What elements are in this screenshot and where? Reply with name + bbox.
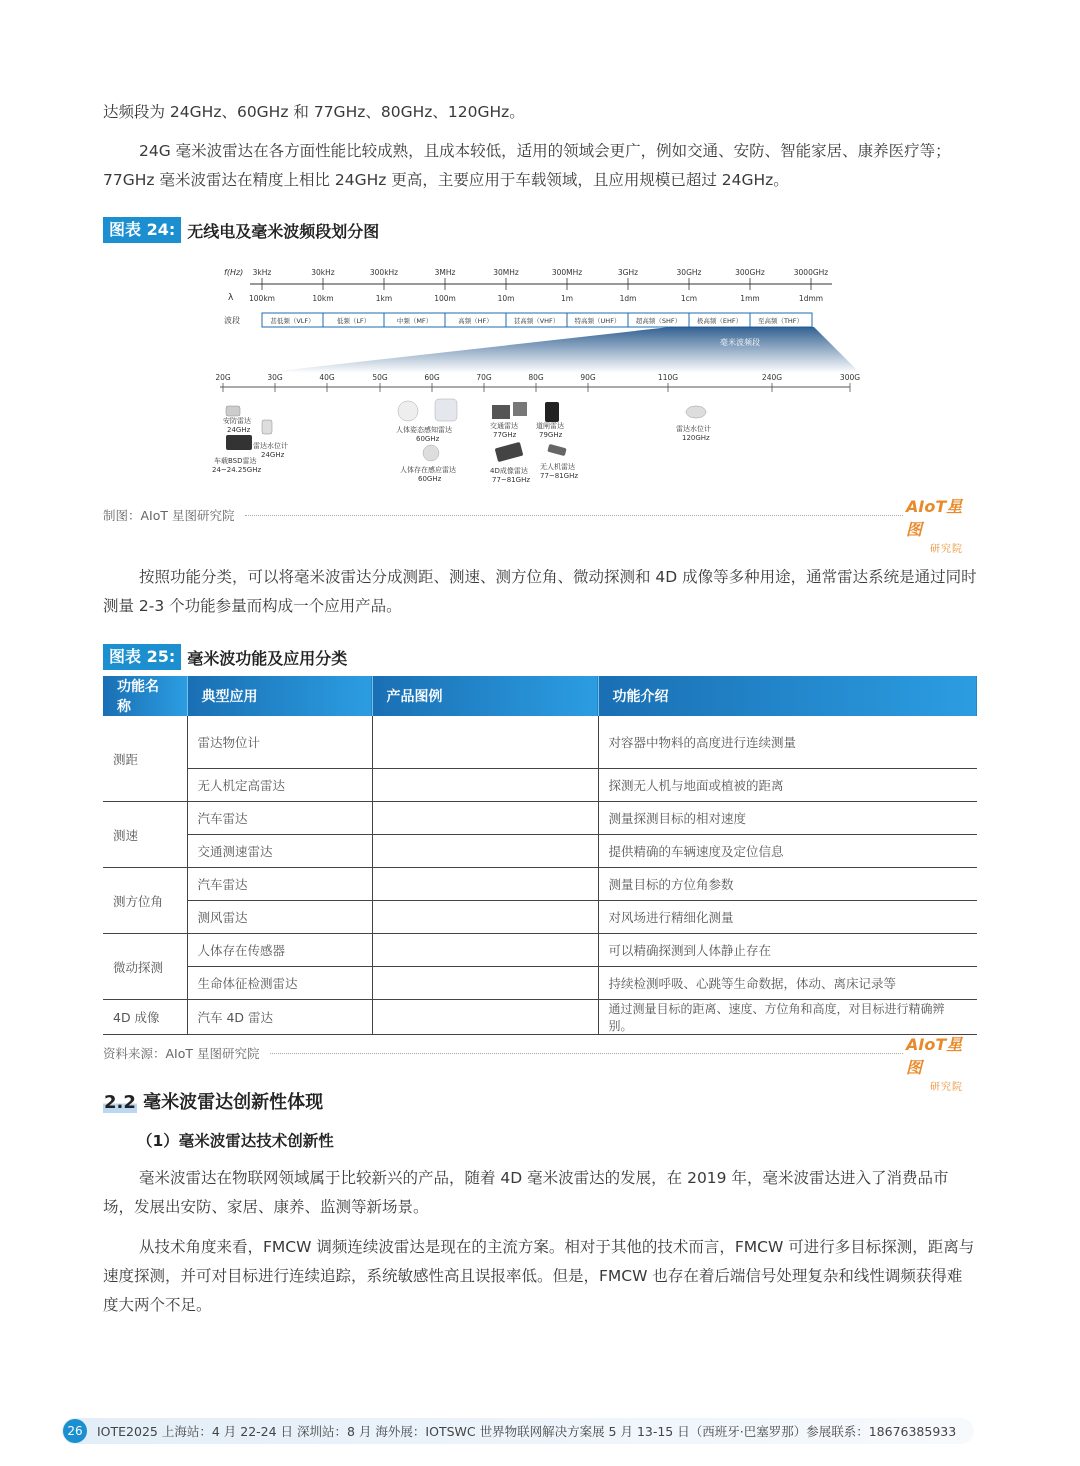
- figure24-tag: 图表 24:: [103, 217, 181, 243]
- description: 对风场进行精细化测量: [598, 901, 977, 934]
- application: 生命体征检测雷达: [187, 967, 372, 1000]
- wavelength-label: 10km: [312, 294, 334, 303]
- freq-tick-label: 300GHz: [735, 268, 765, 277]
- description: 探测无人机与地面或植被的距离: [598, 769, 977, 802]
- level-gauge-120-icon: [686, 406, 706, 418]
- device-label: 人体姿态感知雷达 60GHz: [396, 426, 452, 443]
- description: 持续检测呼吸、心跳等生命数据，体动、离床记录等: [598, 967, 977, 1000]
- function-name: 测距: [103, 716, 187, 802]
- description: 可以精确探测到人体静止存在: [598, 934, 977, 967]
- figure25-source: [103, 1044, 903, 1062]
- figure25-source-text: 资料来源：AIoT 星图研究院: [103, 1046, 260, 1061]
- product-image: [372, 835, 598, 868]
- description: 提供精确的车辆速度及定位信息: [598, 835, 977, 868]
- figure25-title: 毫米波功能及应用分类: [187, 648, 348, 668]
- band-row-label: 波段: [224, 316, 240, 325]
- device-label: 雷达水位计 120GHz: [676, 425, 711, 442]
- section-heading: [103, 1088, 323, 1114]
- figure24-title: 无线电及毫米波频段划分图: [187, 221, 380, 241]
- table-row: [103, 1000, 977, 1035]
- function-name: 测速: [103, 802, 187, 868]
- product-image: [372, 868, 598, 901]
- device-label: 人体存在感应雷达 60GHz: [400, 466, 456, 483]
- product-image: [372, 1000, 598, 1035]
- band-label: 甚低频（VLF）: [270, 317, 315, 325]
- page-footer: [62, 1418, 974, 1444]
- fmcw-paragraph: 从技术角度来看，FMCW 调频连续波雷达是现在的主流方案。相对于其他的技术而言，FMCW 可进行多目标探测，距离与速度探测，并可对目标进行连续追踪，系统敏感性高且误报率低。但是，FMCW 也存在着后端信号处理复杂和线性调频获得难度大两个不足。: [103, 1238, 975, 1314]
- intro-line: 达频段为 24GHz、60GHz 和 77GHz、80GHz、120GHz。: [103, 103, 525, 121]
- table-row: [103, 967, 977, 1000]
- mmwave-zoom: [260, 327, 860, 373]
- ghz-tick-label: 300G: [839, 373, 861, 382]
- ghz-tick-label: 110G: [657, 373, 679, 382]
- description: 通过测量目标的距离、速度、方位角和高度，对目标进行精确辨别。: [598, 1000, 977, 1035]
- table-row: [103, 802, 977, 835]
- freq-tick-label: 3kHz: [252, 268, 272, 277]
- function-name: 4D 成像: [103, 1000, 187, 1035]
- ghz-tick-label: 80G: [528, 373, 544, 382]
- header-product: 产品图例: [372, 676, 598, 716]
- section-title: 毫米波雷达创新性体现: [143, 1092, 324, 1113]
- figure24-source: [103, 506, 903, 524]
- freq-tick-label: 300kHz: [369, 268, 399, 277]
- product-image: [372, 769, 598, 802]
- freq-tick-label: 30MHz: [493, 268, 519, 277]
- wavelength-label: 100m: [434, 294, 456, 303]
- band-label: 高频（HF）: [458, 317, 493, 325]
- application: 汽车雷达: [187, 802, 372, 835]
- table-row: [103, 901, 977, 934]
- header-description: 功能介绍: [598, 676, 977, 716]
- spectrum-chart: [210, 260, 870, 492]
- ghz-tick-label: 40G: [319, 373, 335, 382]
- figure25-tag: 图表 25:: [103, 644, 181, 670]
- ghz-tick-label: 240G: [761, 373, 783, 382]
- posture-radar-icon: [398, 401, 418, 421]
- figure24-label: [103, 217, 379, 243]
- device-label: 无人机雷达 77~81GHz: [540, 463, 579, 480]
- description: 测量目标的方位角参数: [598, 868, 977, 901]
- table-row: [103, 835, 977, 868]
- table-row: [103, 934, 977, 967]
- application: 雷达物位计: [187, 716, 372, 769]
- application: 汽车 4D 雷达: [187, 1000, 372, 1035]
- header-function: 功能名称: [103, 676, 187, 716]
- bsd-radar-icon: [226, 435, 252, 450]
- wavelength-label: 1km: [375, 294, 393, 303]
- intro-paragraph: 24G 毫米波雷达在各方面性能比较成熟，且成本较低，适用的领域会更广，例如交通、安防、智能家居、康养医疗等；77GHz 毫米波雷达在精度上相比 24GHz 更高，主要应用于车载领域，且应用规模已超过 24GHz。: [103, 142, 951, 189]
- innovation-paragraph: 毫米波雷达在物联网领域属于比较新兴的产品，随着 4D 毫米波雷达的发展，在 2019 年，毫米波雷达进入了消费品市场，发展出安防、家居、康养、监测等新场景。: [103, 1169, 949, 1216]
- function-name: 微动探测: [103, 934, 187, 1000]
- logo-text: AIoT星图: [906, 497, 963, 539]
- posture-radar-icon-2: [435, 399, 457, 421]
- function-name: 测方位角: [103, 868, 187, 934]
- band-label: 低频（LF）: [336, 317, 371, 325]
- ghz-tick-label: 30G: [267, 373, 283, 382]
- function-paragraph: 按照功能分类，可以将毫米波雷达分成测距、测速、测方位角、微动探测和 4D 成像等多种用途，通常雷达系统是通过同时测量 2-3 个功能参量而构成一个应用产品。: [103, 568, 977, 615]
- band-label: 至高频（THF）: [757, 317, 804, 325]
- freq-tick-label: 30kHz: [311, 268, 335, 277]
- wavelength-label: 1dm: [619, 294, 637, 303]
- product-image: [372, 967, 598, 1000]
- logo-subtext: 研究院: [930, 544, 963, 555]
- page-number: 26: [63, 1419, 87, 1443]
- logo-subtext: 研究院: [930, 1082, 963, 1093]
- figure25-label: [103, 644, 347, 670]
- ghz-tick-label: 50G: [372, 373, 388, 382]
- security-radar-icon: [226, 406, 240, 416]
- device-label: 交通雷达 77GHz: [490, 422, 518, 439]
- wavelength-label: 1cm: [680, 294, 698, 303]
- wavelength-label: 1dmm: [798, 294, 824, 303]
- band-label: 极高频（EHF）: [696, 317, 743, 325]
- drone-radar-icon: [547, 444, 566, 456]
- band-label: 中频（MF）: [396, 317, 433, 325]
- mmwave-label: 毫米波频段: [720, 338, 760, 347]
- wavelength-label: 1mm: [740, 294, 760, 303]
- wavelength-label: 1m: [560, 294, 574, 303]
- device-icons: [226, 399, 706, 462]
- product-image: [372, 716, 598, 769]
- product-image: [372, 934, 598, 967]
- band-label: 超高频（SHF）: [635, 317, 682, 325]
- traffic-radar-icon: [492, 405, 510, 419]
- ghz-tick-label: 20G: [215, 373, 231, 382]
- aiot-logo: [906, 494, 978, 555]
- device-label: 车载BSD雷达 24~24.25GHz: [212, 457, 262, 474]
- freq-tick-label: 3MHz: [434, 268, 456, 277]
- freq-tick-label: 300MHz: [551, 268, 583, 277]
- freq-tick-label: 30GHz: [676, 268, 702, 277]
- application: 无人机定高雷达: [187, 769, 372, 802]
- logo-text: AIoT星图: [906, 1035, 963, 1077]
- product-image: [372, 901, 598, 934]
- description: 测量探测目标的相对速度: [598, 802, 977, 835]
- gate-radar-icon: [545, 402, 559, 422]
- traffic-radar-icon-2: [513, 402, 527, 416]
- table-row: [103, 716, 977, 769]
- band-label: 特高频（UHF）: [574, 317, 621, 325]
- table-row: [103, 868, 977, 901]
- section-number: 2.2: [104, 1092, 136, 1113]
- wavelength-label: 10m: [497, 294, 515, 303]
- ghz-tick-label: 70G: [476, 373, 492, 382]
- table-row: [103, 769, 977, 802]
- device-label: 雷达水位计 24GHz: [253, 442, 288, 459]
- application: 汽车雷达: [187, 868, 372, 901]
- figure24-source-text: 制图：AIoT 星图研究院: [103, 508, 235, 523]
- freq-tick-label: 3GHz: [617, 268, 639, 277]
- application: 测风雷达: [187, 901, 372, 934]
- 4d-radar-icon: [495, 442, 524, 462]
- application: 交通测速雷达: [187, 835, 372, 868]
- lambda-row-label: λ: [228, 293, 234, 303]
- ghz-tick-label: 90G: [580, 373, 596, 382]
- wavelength-label: 100km: [249, 294, 275, 303]
- device-label: 4D成像雷达 77~81GHz: [490, 467, 531, 484]
- freq-row-label: f(Hz): [224, 268, 244, 277]
- description: 对容器中物料的高度进行连续测量: [598, 716, 977, 769]
- subsection-heading: （1）毫米波雷达技术创新性: [137, 1132, 334, 1150]
- device-label: 道闸雷达 79GHz: [536, 422, 564, 439]
- presence-radar-icon: [423, 445, 439, 461]
- device-label: 安防雷达 24GHz: [223, 417, 251, 434]
- application: 人体存在传感器: [187, 934, 372, 967]
- footer-text: IOTE2025 上海站：4 月 22-24 日 深圳站：8 月 海外展：IOTSWC 世界物联网解决方案展 5 月 13-15 日（西班牙·巴塞罗那）参展联系：18676385933: [97, 1424, 957, 1439]
- table-header-row: [103, 676, 977, 716]
- header-application: 典型应用: [187, 676, 372, 716]
- level-gauge-icon: [262, 420, 272, 434]
- aiot-logo: [906, 1032, 978, 1093]
- product-image: [372, 802, 598, 835]
- freq-tick-label: 3000GHz: [793, 268, 829, 277]
- ghz-tick-label: 60G: [424, 373, 440, 382]
- function-table: [103, 676, 977, 1035]
- band-label: 甚高频（VHF）: [513, 317, 560, 325]
